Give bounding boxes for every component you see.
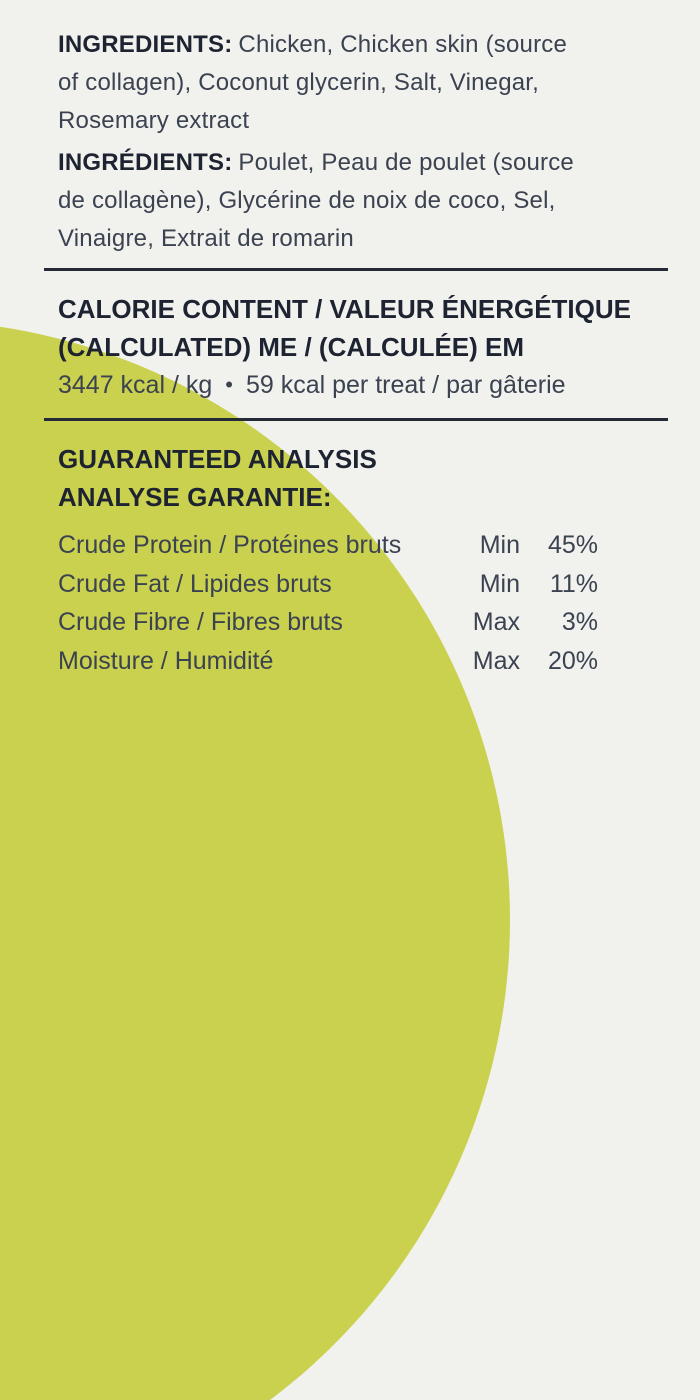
row-label: Crude Fat / Lipides bruts (58, 569, 332, 598)
row-limit: Min (479, 569, 520, 598)
kcal-per-kg-value: 3447 kcal / kg (58, 371, 213, 399)
calorie-heading-line-1: CALORIE CONTENT / VALEUR ÉNERGÉTIQUE (58, 294, 631, 324)
ingredients-paragraph-en (58, 26, 567, 140)
section-divider-bottom (44, 418, 668, 421)
ingredients-fr-label: INGRÉDIENTS: (58, 149, 233, 176)
kcal-per-treat-value: 59 kcal per treat / par gâterie (245, 371, 566, 399)
guaranteed-analysis-heading (58, 440, 377, 516)
ingredients-fr-line-1 (58, 144, 574, 182)
row-value: 45% (547, 531, 598, 559)
table-row-crude-fibre (58, 603, 598, 642)
row-label: Moisture / Humidité (58, 646, 274, 675)
ga-heading-fr: ANALYSE GARANTIE: (58, 482, 332, 512)
row-value: 3% (561, 608, 598, 636)
row-limit: Max (472, 608, 520, 636)
calorie-values-line (58, 366, 566, 404)
section-divider-top (44, 268, 668, 271)
table-row-moisture (58, 642, 598, 681)
ingredients-fr-text-3: Vinaigre, Extrait de romarin (58, 225, 354, 252)
guaranteed-analysis-table (58, 526, 598, 680)
ingredients-en-text-1: Chicken, Chicken skin (source (238, 31, 568, 58)
ingredients-fr-text-1: Poulet, Peau de poulet (source (238, 149, 574, 176)
ingredients-paragraph-fr (58, 144, 574, 258)
calorie-content-heading (58, 290, 631, 366)
row-value: 11% (549, 569, 598, 598)
ingredients-en-line-1 (58, 26, 567, 64)
ingredients-en-text-2: of collagen), Coconut glycerin, Salt, Vinegar, (58, 69, 540, 96)
row-limit: Max (472, 646, 520, 675)
table-row-crude-protein (58, 526, 598, 565)
ingredients-en-text-3: Rosemary extract (58, 107, 250, 134)
ingredients-fr-text-2: de collagène), Glycérine de noix de coco, Sel, (58, 187, 556, 214)
row-label: Crude Fibre / Fibres bruts (58, 608, 343, 636)
row-limit: Min (479, 531, 520, 559)
calorie-heading-line-2: (CALCULATED) ME / (CALCULÉE) EM (58, 332, 525, 362)
row-value: 20% (547, 646, 598, 675)
ga-heading-en: GUARANTEED ANALYSIS (58, 444, 377, 474)
bullet-separator: • (225, 372, 233, 397)
table-row-crude-fat (58, 565, 598, 604)
row-label: Crude Protein / Protéines bruts (58, 531, 402, 559)
ingredients-en-label: INGREDIENTS: (58, 31, 233, 58)
